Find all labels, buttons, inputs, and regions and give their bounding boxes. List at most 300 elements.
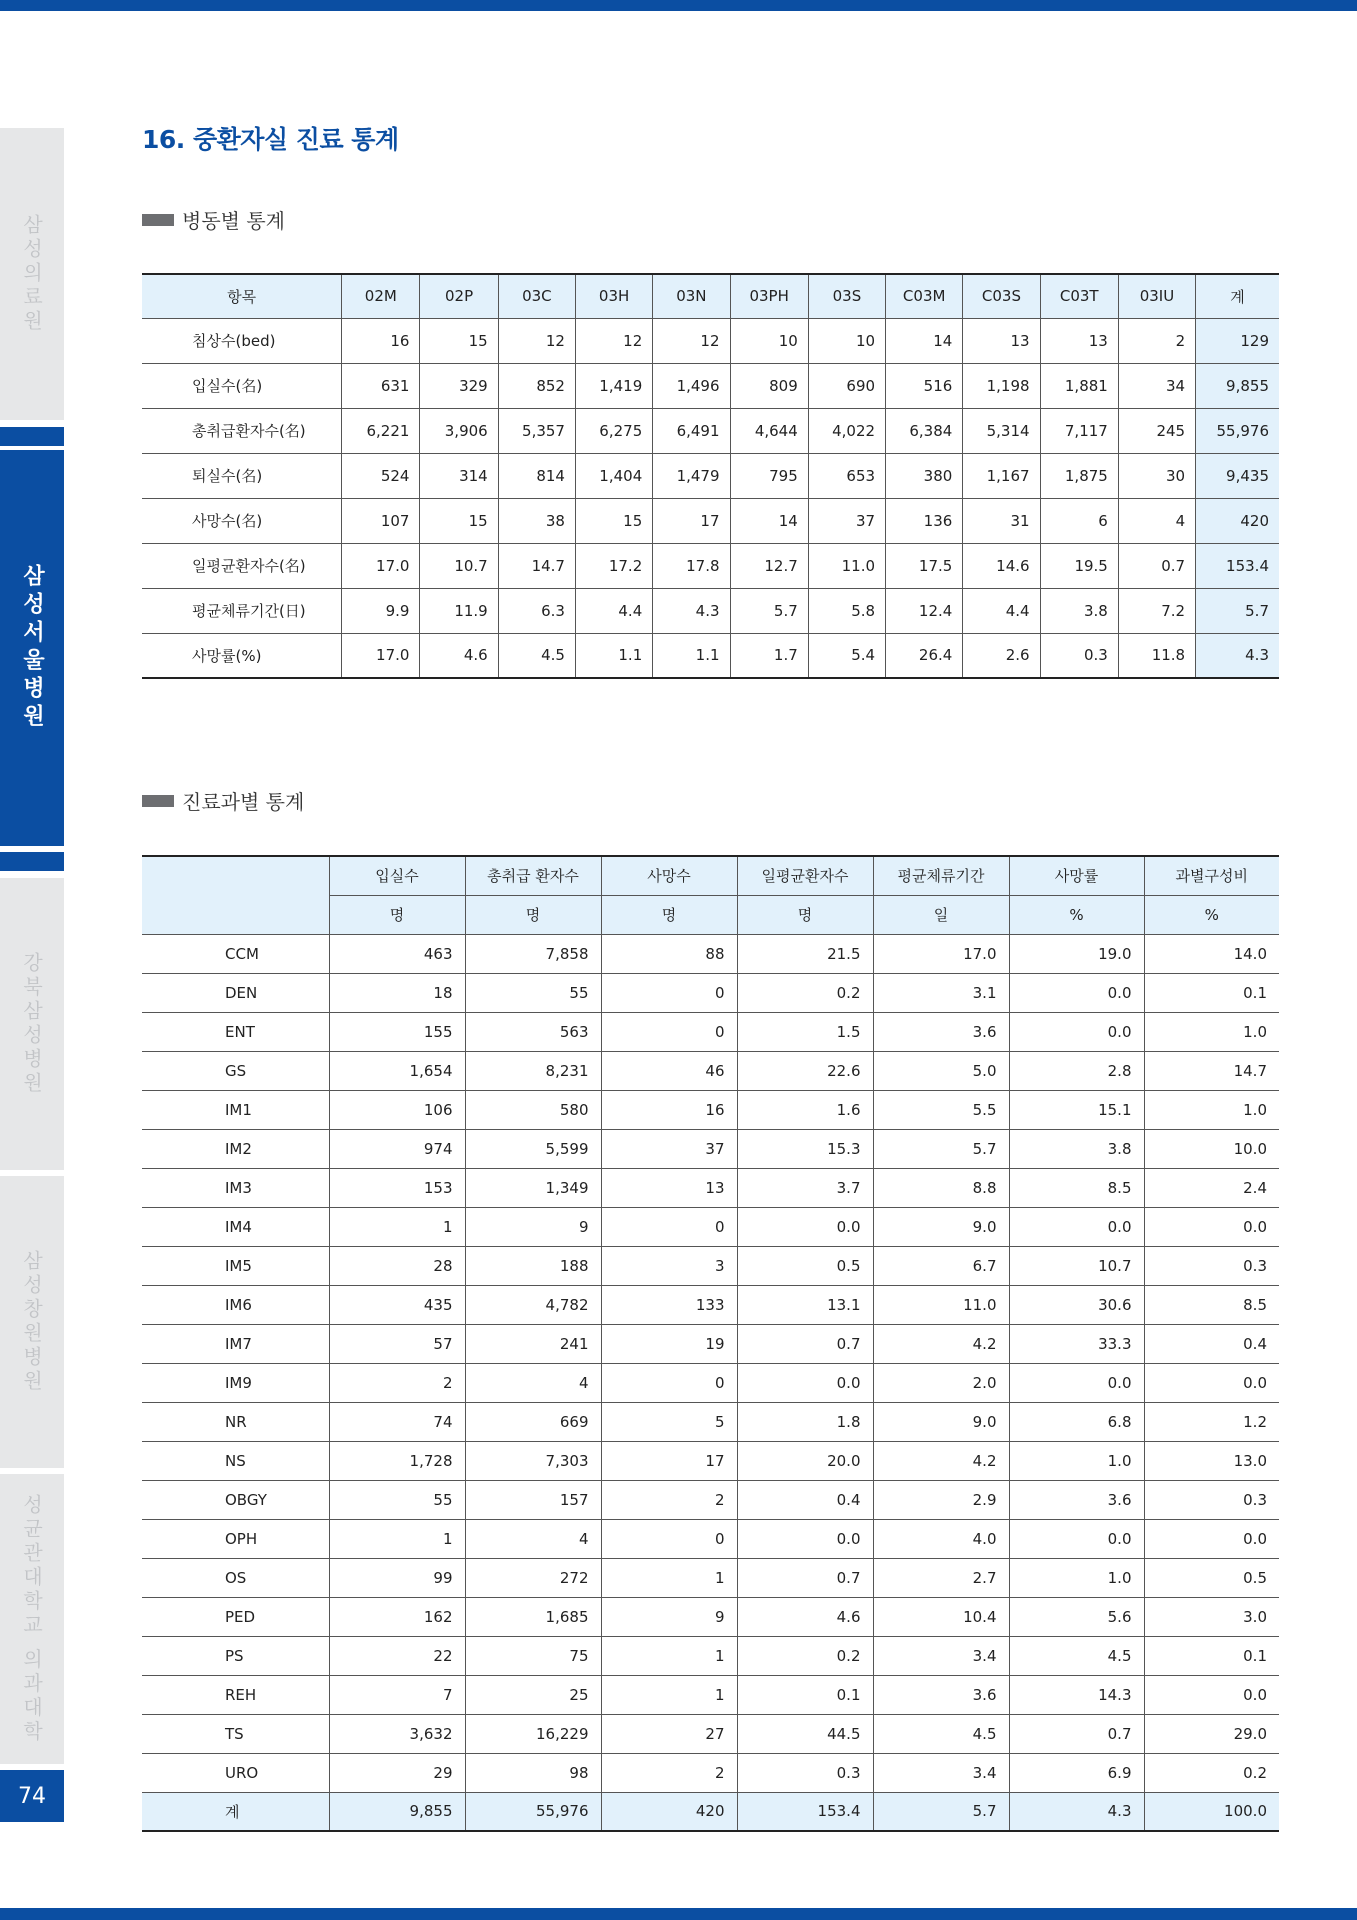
table-cell: 11.9 <box>420 588 498 633</box>
table-cell: 1.0 <box>1144 1090 1279 1129</box>
side-tab-skku-school-of-medicine[interactable] <box>0 1474 64 1764</box>
table-cell: 4,022 <box>808 408 885 453</box>
row-label: URO <box>142 1753 329 1792</box>
table-cell: 4.5 <box>1009 1636 1144 1675</box>
table-cell: 7 <box>329 1675 465 1714</box>
table-cell: 5.6 <box>1009 1597 1144 1636</box>
table-cell: 4.6 <box>737 1597 873 1636</box>
table-cell: 0.0 <box>737 1363 873 1402</box>
column-header: C03M <box>886 274 963 318</box>
table-cell: 17 <box>653 498 730 543</box>
row-label: IM9 <box>142 1363 329 1402</box>
table-cell: 3.8 <box>1009 1129 1144 1168</box>
table-cell: 10.4 <box>873 1597 1009 1636</box>
column-header: 입실수 <box>329 856 465 895</box>
table-row <box>142 1363 1279 1402</box>
table-cell: 55,976 <box>1196 408 1279 453</box>
unit-header: 명 <box>601 895 737 934</box>
table-cell: 13 <box>963 318 1040 363</box>
table-cell: 10.0 <box>1144 1129 1279 1168</box>
table-row <box>142 934 1279 973</box>
table-cell: 17 <box>601 1441 737 1480</box>
table-cell: 3,632 <box>329 1714 465 1753</box>
table-cell: 1.7 <box>730 633 808 678</box>
table-cell: 15.3 <box>737 1129 873 1168</box>
page-title: 16. 중환자실 진료 통계 <box>142 125 399 154</box>
table-cell: 14 <box>886 318 963 363</box>
table-cell: 33.3 <box>1009 1324 1144 1363</box>
table-cell: 0.0 <box>1009 973 1144 1012</box>
side-divider-strip <box>0 427 64 446</box>
table-cell: 0.2 <box>1144 1753 1279 1792</box>
table-cell: 0.3 <box>1040 633 1118 678</box>
table-cell: 3.6 <box>873 1012 1009 1051</box>
table-cell: 12.7 <box>730 543 808 588</box>
table-cell: 0.3 <box>1144 1246 1279 1285</box>
table-cell: 14.6 <box>963 543 1040 588</box>
row-label: 사망률(%) <box>192 646 262 665</box>
table-cell: 13.0 <box>1144 1441 1279 1480</box>
table-cell: 5,314 <box>963 408 1040 453</box>
table-cell: 38 <box>498 498 575 543</box>
table-cell: 1.8 <box>737 1402 873 1441</box>
table-cell: 10 <box>808 318 885 363</box>
table-cell: 9.0 <box>873 1402 1009 1441</box>
table-cell: 5,599 <box>465 1129 601 1168</box>
row-label: 평균체류기간(日) <box>142 588 342 633</box>
table-cell: 1.5 <box>737 1012 873 1051</box>
row-label: 계 <box>142 1792 329 1831</box>
table-cell: 795 <box>730 453 808 498</box>
table-cell: 12.4 <box>886 588 963 633</box>
table-cell: 7,303 <box>465 1441 601 1480</box>
table-cell: 0.4 <box>1144 1324 1279 1363</box>
row-label: 퇴실수(名) <box>142 453 342 498</box>
table-cell: 4.2 <box>873 1441 1009 1480</box>
table-cell: 5.7 <box>873 1792 1009 1831</box>
table-cell: 2 <box>601 1480 737 1519</box>
table-cell: 1.0 <box>1144 1012 1279 1051</box>
table-cell: 6 <box>1040 498 1118 543</box>
table-cell: 5 <box>601 1402 737 1441</box>
table-cell: 3.1 <box>873 973 1009 1012</box>
table-cell: 19 <box>601 1324 737 1363</box>
table-cell: 2.9 <box>873 1480 1009 1519</box>
column-header: C03T <box>1040 274 1118 318</box>
top-accent-bar <box>0 0 1357 11</box>
table-cell: 0.2 <box>737 973 873 1012</box>
table-cell: 2 <box>1118 318 1195 363</box>
table-cell: 1.0 <box>1009 1441 1144 1480</box>
table-row <box>142 1402 1279 1441</box>
table-row <box>142 1714 1279 1753</box>
table-cell: 1,875 <box>1040 453 1118 498</box>
table-cell: 10.7 <box>1009 1246 1144 1285</box>
table-cell: 4.5 <box>498 633 575 678</box>
table-cell: 2.7 <box>873 1558 1009 1597</box>
row-label: PS <box>142 1636 329 1675</box>
table-cell: 22.6 <box>737 1051 873 1090</box>
table-row <box>142 1090 1279 1129</box>
dept-section-heading <box>142 786 304 815</box>
table-cell: 4.4 <box>575 588 652 633</box>
table-row <box>142 453 1279 498</box>
table-cell: 380 <box>886 453 963 498</box>
table-cell: 12 <box>498 318 575 363</box>
table-cell: 29 <box>329 1753 465 1792</box>
table-cell: 3.0 <box>1144 1597 1279 1636</box>
table-cell: 9,855 <box>329 1792 465 1831</box>
side-tab-samsung-medical-center[interactable] <box>0 128 64 420</box>
table-cell: 2.4 <box>1144 1168 1279 1207</box>
column-header: 03H <box>575 274 652 318</box>
table-cell: 524 <box>342 453 420 498</box>
table-cell: 245 <box>1118 408 1195 453</box>
table-cell: 1 <box>329 1207 465 1246</box>
table-cell: 14 <box>730 498 808 543</box>
table-cell: 4 <box>465 1519 601 1558</box>
table-row <box>142 1168 1279 1207</box>
table-cell: 0.7 <box>1118 543 1195 588</box>
table-cell: 9 <box>465 1207 601 1246</box>
side-tab-label: 강북삼성병원 <box>19 952 44 1096</box>
table-row <box>142 1246 1279 1285</box>
table-cell: 30.6 <box>1009 1285 1144 1324</box>
table-cell: 4.3 <box>1009 1792 1144 1831</box>
table-cell: 1,685 <box>465 1597 601 1636</box>
table-cell: 0.0 <box>1144 1675 1279 1714</box>
table-cell: 1 <box>601 1675 737 1714</box>
table-cell: 6,275 <box>575 408 652 453</box>
column-header: 과별구성비 <box>1144 856 1279 895</box>
row-label: DEN <box>142 973 329 1012</box>
table-cell: 669 <box>465 1402 601 1441</box>
table-cell: 0.3 <box>1144 1480 1279 1519</box>
table-cell: 0.0 <box>1009 1207 1144 1246</box>
table-cell: 16,229 <box>465 1714 601 1753</box>
table-cell: 0.0 <box>1144 1207 1279 1246</box>
table-row <box>142 1441 1279 1480</box>
row-label: NS <box>142 1441 329 1480</box>
table-row <box>142 498 1279 543</box>
table-cell: 5.7 <box>873 1129 1009 1168</box>
table-cell: 10 <box>730 318 808 363</box>
table-cell: 88 <box>601 934 737 973</box>
table-cell: 0 <box>601 1519 737 1558</box>
table-cell: 19.0 <box>1009 934 1144 973</box>
column-header: 항목 <box>142 274 342 318</box>
table-cell: 5.0 <box>873 1051 1009 1090</box>
table-cell: 157 <box>465 1480 601 1519</box>
table-cell: 16 <box>601 1090 737 1129</box>
table-cell: 5.8 <box>808 588 885 633</box>
table-cell: 3.4 <box>873 1636 1009 1675</box>
table-cell: 136 <box>886 498 963 543</box>
column-header: 평균체류기간 <box>873 856 1009 895</box>
table-cell: 0.0 <box>1009 1363 1144 1402</box>
table-cell: 9,435 <box>1196 453 1279 498</box>
table-cell: 55 <box>329 1480 465 1519</box>
table-row <box>142 1675 1279 1714</box>
row-label: 일평균환자수(名) <box>142 543 342 588</box>
row-label: IM1 <box>142 1090 329 1129</box>
table-cell: 0.1 <box>1144 1636 1279 1675</box>
side-divider-strip <box>0 852 64 871</box>
table-cell: 7,858 <box>465 934 601 973</box>
table-cell: 435 <box>329 1285 465 1324</box>
total-row <box>142 1792 1279 1831</box>
table-cell: 314 <box>420 453 498 498</box>
table-cell: 1.1 <box>653 633 730 678</box>
row-label: IM4 <box>142 1207 329 1246</box>
table-cell: 28 <box>329 1246 465 1285</box>
side-tab-label: 삼성의료원 <box>19 214 44 334</box>
table-cell: 420 <box>601 1792 737 1831</box>
page-number: 74 <box>0 1770 64 1822</box>
table-row <box>142 633 1279 678</box>
table-row <box>142 973 1279 1012</box>
table-cell: 6,491 <box>653 408 730 453</box>
table-cell: 153.4 <box>737 1792 873 1831</box>
table-cell: 1.1 <box>575 633 652 678</box>
table-cell: 11.8 <box>1118 633 1195 678</box>
table-cell: 17.2 <box>575 543 652 588</box>
table-row <box>142 363 1279 408</box>
table-cell: 0 <box>601 973 737 1012</box>
table-cell: 516 <box>886 363 963 408</box>
table-cell: 12 <box>575 318 652 363</box>
heading-bar-icon <box>142 795 174 807</box>
table-cell: 107 <box>342 498 420 543</box>
table-cell: 20.0 <box>737 1441 873 1480</box>
table-cell: 1,349 <box>465 1168 601 1207</box>
table-cell: 17.5 <box>886 543 963 588</box>
table-cell: 4,644 <box>730 408 808 453</box>
table-cell: 5.7 <box>1196 588 1279 633</box>
table-cell: 18 <box>329 973 465 1012</box>
table-row <box>142 1207 1279 1246</box>
column-header: C03S <box>963 274 1040 318</box>
table-cell: 27 <box>601 1714 737 1753</box>
table-row <box>142 1753 1279 1792</box>
table-cell: 4.4 <box>963 588 1040 633</box>
table-cell: 37 <box>601 1129 737 1168</box>
table-row <box>142 318 1279 363</box>
table-cell: 4.3 <box>1196 633 1279 678</box>
table-cell: 690 <box>808 363 885 408</box>
table-cell: 13 <box>601 1168 737 1207</box>
row-label: IM5 <box>142 1246 329 1285</box>
table-cell: 1,167 <box>963 453 1040 498</box>
table-cell: 1,198 <box>963 363 1040 408</box>
table-cell: 25 <box>465 1675 601 1714</box>
table-cell: 1 <box>601 1558 737 1597</box>
table-cell: 4.6 <box>420 633 498 678</box>
table-row <box>142 1636 1279 1675</box>
column-header: 03IU <box>1118 274 1195 318</box>
dept-stats-table <box>142 855 1279 1832</box>
table-cell: 1,496 <box>653 363 730 408</box>
table-cell: 3.8 <box>1040 588 1118 633</box>
table-cell: 0.4 <box>737 1480 873 1519</box>
table-cell: 4.0 <box>873 1519 1009 1558</box>
table-cell: 17.0 <box>342 543 420 588</box>
table-row <box>142 1558 1279 1597</box>
table-row <box>142 1129 1279 1168</box>
table-cell: 329 <box>420 363 498 408</box>
table-cell: 44.5 <box>737 1714 873 1753</box>
table-cell: 0.7 <box>737 1324 873 1363</box>
table-cell: 0.5 <box>1144 1558 1279 1597</box>
table-cell: 272 <box>465 1558 601 1597</box>
table-cell: 3,906 <box>420 408 498 453</box>
side-tab-label: 삼성서울병원 <box>19 564 45 732</box>
side-tab-samsung-seoul-hospital[interactable] <box>0 450 64 846</box>
row-label: TS <box>142 1714 329 1753</box>
table-cell: 13 <box>1040 318 1118 363</box>
table-cell: 2 <box>601 1753 737 1792</box>
table-cell: 14.3 <box>1009 1675 1144 1714</box>
table-cell: 0 <box>601 1363 737 1402</box>
table-cell: 4,782 <box>465 1285 601 1324</box>
table-cell: 5.5 <box>873 1090 1009 1129</box>
table-cell: 6,221 <box>342 408 420 453</box>
table-cell: 6.3 <box>498 588 575 633</box>
table-cell: 30 <box>1118 453 1195 498</box>
table-cell: 1,419 <box>575 363 652 408</box>
heading-bar-icon <box>142 214 174 226</box>
table-cell: 7.2 <box>1118 588 1195 633</box>
table-cell: 37 <box>808 498 885 543</box>
table-cell: 99 <box>329 1558 465 1597</box>
table-cell: 4 <box>1118 498 1195 543</box>
row-label: GS <box>142 1051 329 1090</box>
table-cell: 6.8 <box>1009 1402 1144 1441</box>
table-cell: 11.0 <box>873 1285 1009 1324</box>
row-label: IM2 <box>142 1129 329 1168</box>
table-row <box>142 408 1279 453</box>
table-cell: 1.0 <box>1009 1558 1144 1597</box>
row-label: OPH <box>142 1519 329 1558</box>
table-cell: 17.8 <box>653 543 730 588</box>
unit-header: % <box>1009 895 1144 934</box>
table-row <box>142 1012 1279 1051</box>
table-cell: 6.9 <box>1009 1753 1144 1792</box>
table-cell: 653 <box>808 453 885 498</box>
table-cell: 98 <box>465 1753 601 1792</box>
side-tab-label: 삼성창원병원 <box>19 1250 44 1394</box>
row-label: REH <box>142 1675 329 1714</box>
table-cell: 2.0 <box>873 1363 1009 1402</box>
ward-section-heading <box>142 205 285 234</box>
table-cell: 21.5 <box>737 934 873 973</box>
table-cell: 11.0 <box>808 543 885 588</box>
table-row <box>142 1480 1279 1519</box>
table-cell: 4.2 <box>873 1324 1009 1363</box>
table-row <box>142 588 1279 633</box>
table-cell: 0.7 <box>737 1558 873 1597</box>
table-cell: 0.0 <box>737 1207 873 1246</box>
table-cell: 14.0 <box>1144 934 1279 973</box>
column-header: 02M <box>342 274 420 318</box>
unit-header: 명 <box>737 895 873 934</box>
table-cell: 1 <box>329 1519 465 1558</box>
side-tab-kangbuk-samsung-hospital[interactable] <box>0 878 64 1170</box>
side-tab-samsung-changwon-hospital[interactable] <box>0 1176 64 1468</box>
ward-stats-table <box>142 273 1279 679</box>
table-cell: 13.1 <box>737 1285 873 1324</box>
table-cell: 9 <box>601 1597 737 1636</box>
table-cell: 6,384 <box>886 408 963 453</box>
table-cell: 974 <box>329 1129 465 1168</box>
table-cell: 463 <box>329 934 465 973</box>
table-cell: 4.3 <box>653 588 730 633</box>
table-cell: 153.4 <box>1196 543 1279 588</box>
table-cell: 133 <box>601 1285 737 1324</box>
table-cell: 22 <box>329 1636 465 1675</box>
row-label: NR <box>142 1402 329 1441</box>
table-cell: 1,404 <box>575 453 652 498</box>
table-cell: 1,654 <box>329 1051 465 1090</box>
header-corner-cell <box>142 856 329 934</box>
table-cell: 15 <box>420 318 498 363</box>
table-cell: 31 <box>963 498 1040 543</box>
table-cell: 1 <box>601 1636 737 1675</box>
table-cell: 8.5 <box>1144 1285 1279 1324</box>
table-cell: 55 <box>465 973 601 1012</box>
table-cell: 14.7 <box>498 543 575 588</box>
table-cell: 8,231 <box>465 1051 601 1090</box>
table-cell: 106 <box>329 1090 465 1129</box>
column-header: 사망수 <box>601 856 737 895</box>
table-cell: 563 <box>465 1012 601 1051</box>
table-cell: 75 <box>465 1636 601 1675</box>
table-cell: 10.7 <box>420 543 498 588</box>
table-cell: 8.8 <box>873 1168 1009 1207</box>
table-cell: 162 <box>329 1597 465 1636</box>
table-cell: 15 <box>420 498 498 543</box>
table-cell: 1,728 <box>329 1441 465 1480</box>
row-label: CCM <box>142 934 329 973</box>
table-cell: 0 <box>601 1207 737 1246</box>
table-cell: 34 <box>1118 363 1195 408</box>
table-cell: 129 <box>1196 318 1279 363</box>
table-row <box>142 1597 1279 1636</box>
dept-section-title: 진료과별 통계 <box>182 790 305 814</box>
table-cell: 0.0 <box>1009 1519 1144 1558</box>
row-label: 총취급환자수(名) <box>142 408 342 453</box>
table-cell: 100.0 <box>1144 1792 1279 1831</box>
table-cell: 0.0 <box>1009 1012 1144 1051</box>
row-label: 사망수(名) <box>142 498 342 543</box>
row-label: ENT <box>142 1012 329 1051</box>
table-cell: 8.5 <box>1009 1168 1144 1207</box>
column-header: 03S <box>808 274 885 318</box>
table-cell: 0.0 <box>737 1519 873 1558</box>
table-cell: 4.5 <box>873 1714 1009 1753</box>
table-cell: 0.7 <box>1009 1714 1144 1753</box>
table-row <box>142 543 1279 588</box>
table-cell: 1.6 <box>737 1090 873 1129</box>
row-label: OS <box>142 1558 329 1597</box>
row-label: 입실수(名) <box>142 363 342 408</box>
table-cell: 0 <box>601 1012 737 1051</box>
table-cell: 0.1 <box>737 1675 873 1714</box>
column-header: 일평균환자수 <box>737 856 873 895</box>
table-cell: 15 <box>575 498 652 543</box>
unit-header: % <box>1144 895 1279 934</box>
table-cell: 5,357 <box>498 408 575 453</box>
